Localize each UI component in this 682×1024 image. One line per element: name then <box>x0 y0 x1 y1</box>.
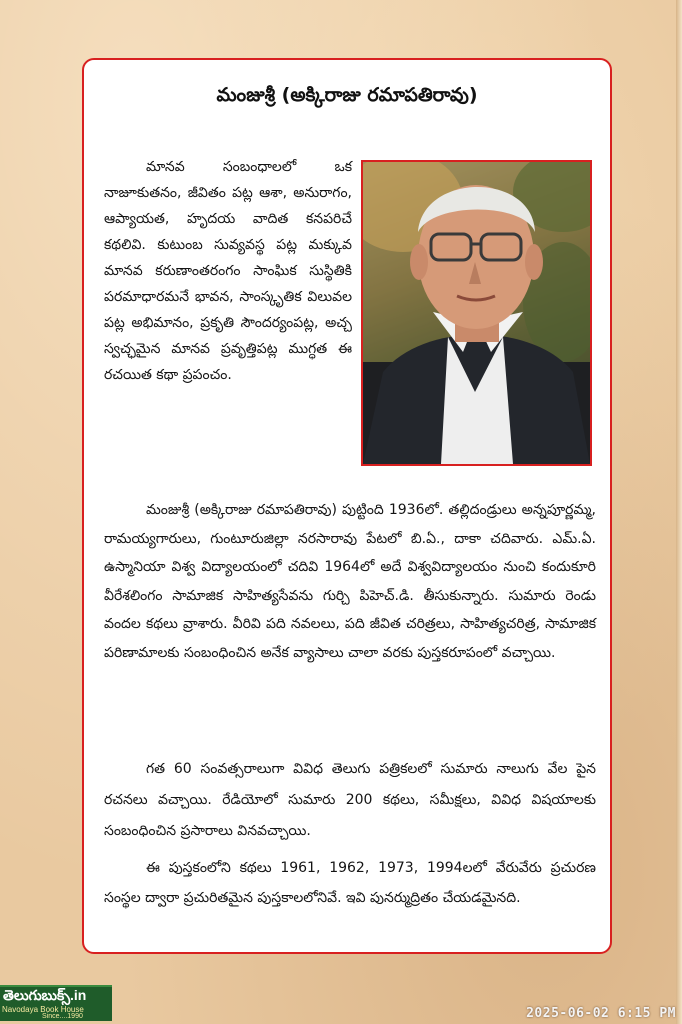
stories-source-paragraph: ఈ పుస్తకంలోని కథలు 1961, 1962, 1973, 1994లలో వేరువేరు ప్రచురణ సంస్థల ద్వారా ప్రచురితమైన పుస్తకాలలోనివే. ఇవి పునర్ముద్రితం చేయడమైనది. <box>104 860 596 906</box>
portrait-illustration <box>363 162 590 464</box>
author-title: మంజుశ్రీ (అక్కిరాజు రమాపతిరావు) <box>216 84 478 106</box>
site-watermark-logo <box>0 985 112 1021</box>
scan-timestamp: 2025-06-02 6:15 PM <box>526 1006 676 1021</box>
watermark-since: Since....1990 <box>42 1013 83 1020</box>
author-photo <box>361 160 592 466</box>
page-edge <box>676 0 682 1024</box>
watermark-brand: తెలుగుబుక్స్.in <box>3 987 87 1003</box>
back-cover-card <box>82 58 612 954</box>
intro-paragraph: మానవ సంబంధాలలో ఒక నాజూకుతనం, జీవితం పట్ల ఆశా, అనురాగం, ఆప్యాయత, హృదయ వాదిత కనపరిచే కథలివి. కుటుంబ సువ్యవస్థ పట్ల మక్కువ మానవ కరుణాంతరంగం సాంఘిక సుస్థితికి పరమాధారమనే భావన, సాంస్కృతిక విలువల పట్ల అభిమానం, ప్రకృతి సౌందర్యంపట్ల, అచ్చ స్వచ్ఛమైన మానవ ప్రవృత్తిపట్ల ముగ్ధత ఈ రచయిత కథా ప్రపంచం. <box>104 159 352 383</box>
watermark-publisher: Navodaya Book House <box>2 1005 84 1014</box>
publications-paragraph: గత 60 సంవత్సరాలుగా వివిధ తెలుగు పత్రికలలో సుమారు నాలుగు వేల పైన రచనలు వచ్చాయి. రేడియోలో సుమారు 200 కథలు, సమీక్షలు, వివిధ విషయాలకు సంబంధించిన ప్రసారాలు వినవచ్చాయి. <box>104 761 596 839</box>
bio-paragraph: మంజుశ్రీ (అక్కిరాజు రమాపతిరావు) పుట్టింది 1936లో. తల్లిదండ్రులు అన్నపూర్ణమ్మ, రామయ్యగారులు, గుంటూరుజిల్లా నరసారావు పేటలో బి.ఏ., దాకా చదివారు. ఎమ్.ఏ. ఉస్మానియా విశ్వ విద్యాలయంలో చదివి 1964లో అదే విశ్వవిద్యాలయం నుంచి కందుకూరి వీరేశలింగం సామాజిక సాహిత్యసేవను గుర్చి పిహెచ్.డి. తీసుకున్నారు. సుమారు రెండు వందల కథలు వ్రాశారు. వీరివి పది నవలలు, పది జీవిత చరిత్రలు, సాహిత్యచరిత్ర, సామాజిక పరిణామాలకు సంబంధించిన అనేక వ్యాసాలు చాలా వరకు పుస్తకరూపంలో వచ్చాయి. <box>104 502 596 661</box>
